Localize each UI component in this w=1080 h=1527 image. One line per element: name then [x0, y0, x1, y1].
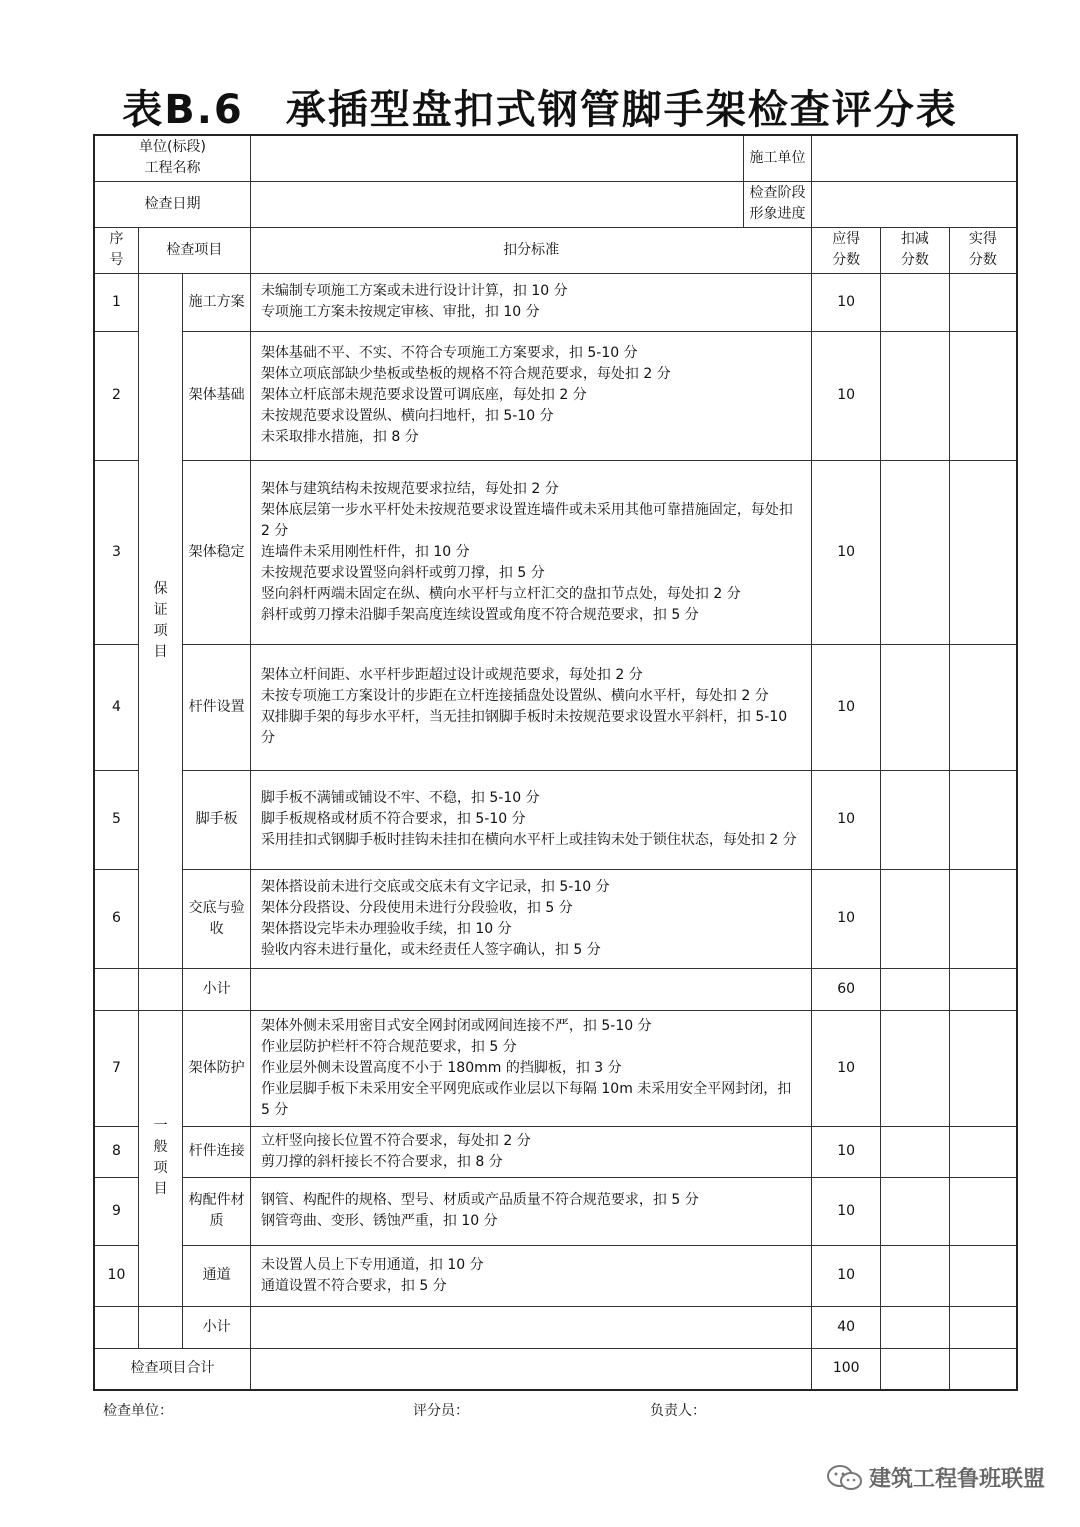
row-no: 7	[94, 1010, 138, 1126]
row-standard: 架体与建筑结构未按规范要求拉结，每处扣 2 分 架体底层第一步水平杆处未按规范要求设置连墙件或未采用其他可靠措施固定，每处扣 2 分 连墙件未采用刚性杆件，扣 10 分 未按规范要求设置竖向斜杆或剪刀撑，扣 5 分 竖向斜杆两端未固定在纵、横向水平杆与立杆汇交的盘扣节点处，每处扣 2 分 斜杆或剪刀撑未沿脚手架高度连续设置或角度不符合规范要求，扣 5 分	[250, 460, 811, 644]
empty-cell	[250, 1348, 811, 1390]
row-item: 构配件材质	[183, 1177, 251, 1245]
row-standard: 架体外侧未采用密目式安全网封闭或网间连接不严，扣 5-10 分 作业层防护栏杆不符合规范要求，扣 5 分 作业层外侧未设置高度不小于 180mm 的挡脚板，扣 3 分 作业层脚手板下未采用安全平网兜底或作业层以下每隔 10m 未采用安全平网封闭，扣 5 分	[250, 1010, 811, 1126]
wechat-icon	[827, 1464, 863, 1492]
subtotal-actual[interactable]	[949, 1306, 1017, 1348]
row-no: 6	[94, 869, 138, 968]
row-item: 架体防护	[183, 1010, 251, 1126]
empty-cell	[138, 1306, 182, 1348]
row-deduct[interactable]	[881, 1126, 950, 1177]
row-due: 10	[812, 460, 881, 644]
row-item: 施工方案	[183, 273, 251, 331]
total-row	[94, 1348, 1017, 1390]
table-row	[94, 869, 1017, 968]
empty-cell	[250, 1306, 811, 1348]
col-due: 应得 分数	[812, 227, 881, 273]
subtotal-row	[94, 968, 1017, 1010]
row-deduct[interactable]	[881, 869, 950, 968]
check-date-value[interactable]	[250, 181, 743, 227]
row-no: 5	[94, 770, 138, 869]
footer-person-in-charge: 负责人：	[650, 1403, 706, 1419]
row-no: 8	[94, 1126, 138, 1177]
row-deduct[interactable]	[881, 331, 950, 460]
subtotal-row	[94, 1306, 1017, 1348]
table-row	[94, 273, 1017, 331]
table-row	[94, 644, 1017, 770]
unit-value[interactable]	[250, 135, 743, 181]
row-no: 3	[94, 460, 138, 644]
row-actual[interactable]	[949, 331, 1017, 460]
row-actual[interactable]	[949, 770, 1017, 869]
row-deduct[interactable]	[881, 1245, 950, 1306]
empty-cell	[94, 1306, 138, 1348]
row-item: 交底与验收	[183, 869, 251, 968]
row-no: 4	[94, 644, 138, 770]
row-item: 杆件设置	[183, 644, 251, 770]
total-actual[interactable]	[949, 1348, 1017, 1390]
row-no: 9	[94, 1177, 138, 1245]
total-due: 100	[812, 1348, 881, 1390]
row-deduct[interactable]	[881, 1177, 950, 1245]
row-standard: 架体立杆间距、水平杆步距超过设计或规范要求，每处扣 2 分 未按专项施工方案设计的步距在立杆连接插盘处设置纵、横向水平杆，每处扣 2 分 双排脚手架的每步水平杆，当无挂扣钢脚手板时未按规范要求设置水平斜杆，扣 5-10 分	[250, 644, 811, 770]
check-date-label: 检查日期	[94, 181, 250, 227]
row-due: 10	[812, 644, 881, 770]
col-actual: 实得 分数	[949, 227, 1017, 273]
row-item: 杆件连接	[183, 1126, 251, 1177]
col-deduct: 扣减 分数	[881, 227, 950, 273]
col-item: 检查项目	[138, 227, 250, 273]
row-deduct[interactable]	[881, 1010, 950, 1126]
row-deduct[interactable]	[881, 770, 950, 869]
subtotal-actual[interactable]	[949, 968, 1017, 1010]
subtotal-deduct[interactable]	[881, 968, 950, 1010]
row-deduct[interactable]	[881, 460, 950, 644]
row-due: 10	[812, 1010, 881, 1126]
row-standard: 脚手板不满铺或铺设不牢、不稳，扣 5-10 分 脚手板规格或材质不符合要求，扣 5-10 分 采用挂扣式钢脚手板时挂钩未挂扣在横向水平杆上或挂钩未处于锁住状态，每处扣 2 分	[250, 770, 811, 869]
row-no: 2	[94, 331, 138, 460]
check-stage-label: 检查阶段 形象进度	[743, 181, 812, 227]
subtotal-due: 40	[812, 1306, 881, 1348]
row-no: 1	[94, 273, 138, 331]
row-due: 10	[812, 869, 881, 968]
row-due: 10	[812, 1177, 881, 1245]
row-actual[interactable]	[949, 1177, 1017, 1245]
row-due: 10	[812, 273, 881, 331]
row-actual[interactable]	[949, 1010, 1017, 1126]
row-due: 10	[812, 770, 881, 869]
table-row	[94, 1126, 1017, 1177]
page-title: 表B.6 承插型盘扣式钢管脚手架检查评分表	[122, 87, 958, 133]
row-standard: 未编制专项施工方案或未进行设计计算，扣 10 分 专项施工方案未按规定审核、审批，扣 10 分	[250, 273, 811, 331]
construction-unit-value[interactable]	[812, 135, 1017, 181]
row-item: 架体基础	[183, 331, 251, 460]
row-due: 10	[812, 1245, 881, 1306]
row-deduct[interactable]	[881, 644, 950, 770]
row-item: 通道	[183, 1245, 251, 1306]
subtotal-label: 小计	[183, 1306, 251, 1348]
row-item: 架体稳定	[183, 460, 251, 644]
col-standard: 扣分标准	[250, 227, 811, 273]
check-stage-value[interactable]	[812, 181, 1017, 227]
row-actual[interactable]	[949, 460, 1017, 644]
table-row	[94, 1245, 1017, 1306]
score-table	[93, 134, 1018, 1391]
subtotal-label: 小计	[183, 968, 251, 1010]
empty-cell	[138, 968, 182, 1010]
footer-scorer: 评分员：	[413, 1403, 469, 1419]
row-standard: 架体搭设前未进行交底或交底未有文字记录，扣 5-10 分 架体分段搭设、分段使用未进行分段验收，扣 5 分 架体搭设完毕未办理验收手续，扣 10 分 验收内容未进行量化，或未经责任人签字确认，扣 5 分	[250, 869, 811, 968]
col-seq: 序 号	[94, 227, 138, 273]
row-actual[interactable]	[949, 644, 1017, 770]
row-deduct[interactable]	[881, 273, 950, 331]
table-row	[94, 770, 1017, 869]
row-no: 10	[94, 1245, 138, 1306]
row-actual[interactable]	[949, 1126, 1017, 1177]
row-due: 10	[812, 1126, 881, 1177]
table-row	[94, 460, 1017, 644]
row-standard: 架体基础不平、不实、不符合专项施工方案要求，扣 5-10 分 架体立项底部缺少垫板或垫板的规格不符合规范要求，每处扣 2 分 架体立杆底部未规范要求设置可调底座，每处扣 2 分 未按规范要求设置纵、横向扫地杆，扣 5-10 分 未采取排水措施，扣 8 分	[250, 331, 811, 460]
table-row	[94, 331, 1017, 460]
row-actual[interactable]	[949, 273, 1017, 331]
unit-label: 单位(标段) 工程名称	[94, 135, 250, 181]
row-due: 10	[812, 331, 881, 460]
subtotal-deduct[interactable]	[881, 1306, 950, 1348]
total-deduct[interactable]	[881, 1348, 950, 1390]
row-actual[interactable]	[949, 869, 1017, 968]
empty-cell	[94, 968, 138, 1010]
row-standard: 钢管、构配件的规格、型号、材质或产品质量不符合规范要求，扣 5 分 钢管弯曲、变形、锈蚀严重，扣 10 分	[250, 1177, 811, 1245]
row-standard: 未设置人员上下专用通道，扣 10 分 通道设置不符合要求，扣 5 分	[250, 1245, 811, 1306]
total-label: 检查项目合计	[94, 1348, 250, 1390]
construction-unit-label: 施工单位	[743, 135, 812, 181]
table-row	[94, 1010, 1017, 1126]
row-standard: 立杆竖向接长位置不符合要求，每处扣 2 分 剪刀撑的斜杆接长不符合要求，扣 8 分	[250, 1126, 811, 1177]
subtotal-due: 60	[812, 968, 881, 1010]
footer-check-unit: 检查单位：	[103, 1403, 173, 1419]
watermark-text: 建筑工程鲁班联盟	[868, 1467, 1045, 1492]
watermark	[827, 1462, 1045, 1493]
row-item: 脚手板	[183, 770, 251, 869]
group-general: 一般项目	[138, 1010, 182, 1306]
row-actual[interactable]	[949, 1245, 1017, 1306]
table-row	[94, 1177, 1017, 1245]
group-guarantee: 保证项目	[138, 273, 182, 968]
empty-cell	[250, 968, 811, 1010]
